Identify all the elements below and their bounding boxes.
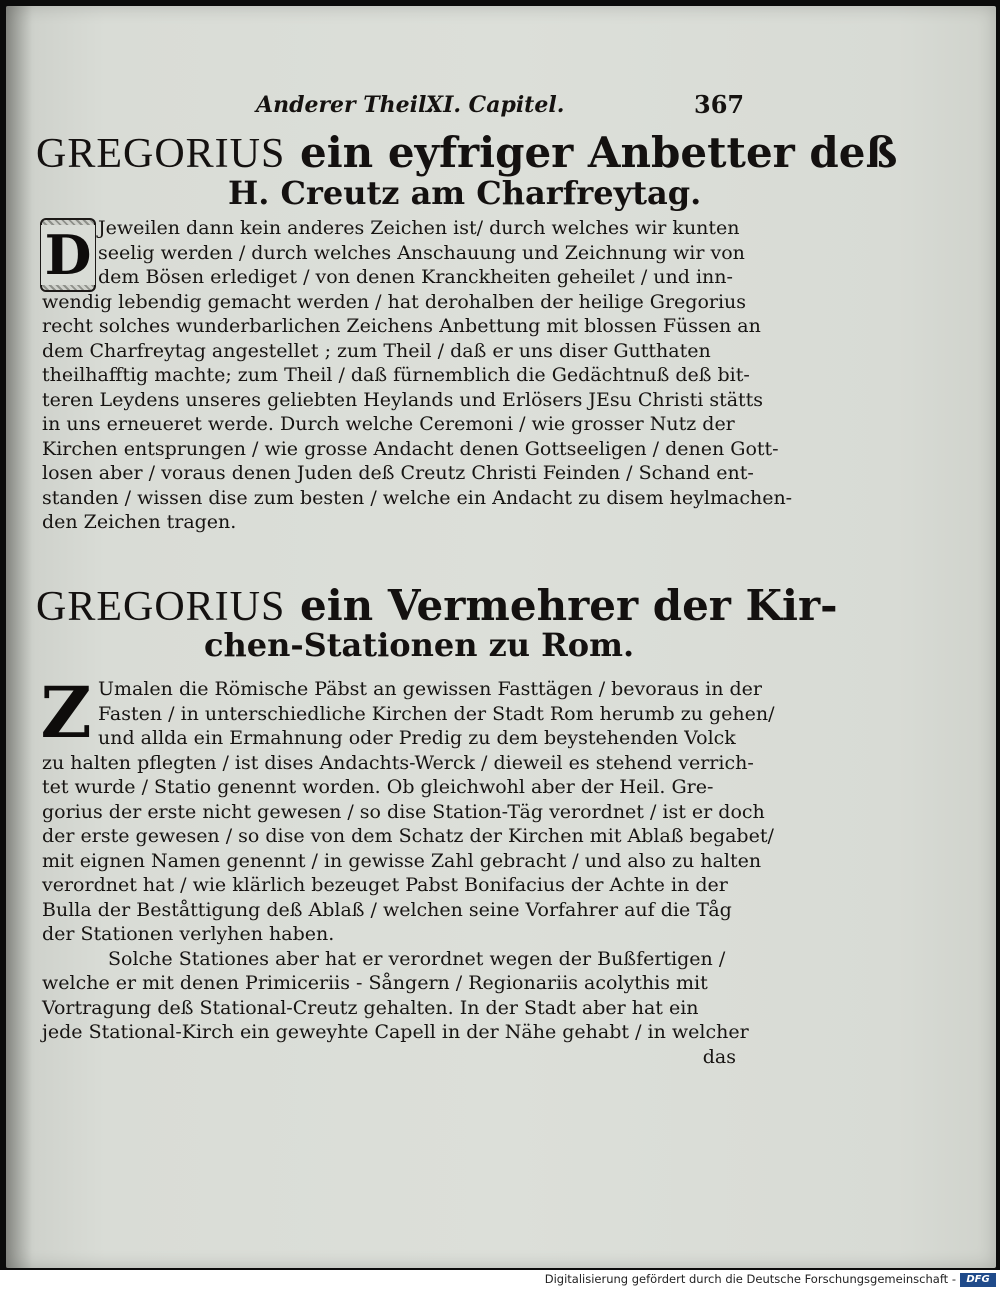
text-line: dem Bösen erlediget / von denen Kranckheiten geheilet / und inn- [98, 266, 733, 288]
drop-cap-letter: D [41, 225, 96, 285]
text-line: dem Charfreytag angestellet ; zum Theil / daß er uns diser Gutthaten [42, 339, 711, 362]
text-line: jede Stational-Kirch ein geweyhte Capell in der Nähe gehabt / in welcher [42, 1021, 749, 1043]
text-line: standen / wissen dise zum besten / welche ein Andacht zu disem heylmachen- [42, 486, 793, 509]
book-page [6, 6, 996, 1268]
section2-heading-line1 [36, 581, 838, 631]
text-line: und allda ein Ermahnung oder Predig zu dem beystehenden Volck [98, 727, 736, 749]
drop-cap-letter: Z [40, 671, 92, 754]
text-line: das [702, 1045, 736, 1068]
running-head-chapter: XI. Capitel. [426, 92, 565, 118]
running-head [6, 92, 996, 126]
text-line: Bulla der Beståttigung deß Ablaß / welchen seine Vorfahrer auf die Tåg [42, 898, 732, 921]
section1-heading-line2: H. Creutz am Charfreytag. [228, 174, 702, 212]
text-line: Solche Stationes aber hat er verordnet wegen der Bußfertigen / [108, 947, 726, 970]
text-line: der Stationen verlyhen haben. [42, 923, 335, 945]
text-line: Kirchen entsprungen / wie grosse Andacht denen Gottseeligen / denen Gott- [42, 437, 779, 460]
text-line: teren Leydens unseres geliebten Heylands und Erlösers JEsu Christi stätts [42, 388, 764, 411]
text-line: tet wurde / Statio genennt worden. Ob gleichwohl aber der Heil. Gre- [42, 776, 714, 798]
heading-name: GREGORIUS [36, 584, 286, 630]
text-line: gorius der erste nicht gewesen / so dise Station-Täg verordnet / ist er doch [42, 800, 765, 823]
text-line: recht solches wunderbarlichen Zeichens Anbettung mit blossen Füssen an [42, 315, 761, 337]
text-line: wendig lebendig gemacht werden / hat derohalben der heilige Gregorius [42, 290, 747, 313]
text-line: seelig werden / durch welches Anschauung und Zeichnung wir von [98, 241, 745, 264]
text-line: welche er mit denen Primiceriis - Sångern / Regionariis acolythis mit [42, 972, 708, 994]
text-line: theilhafftig machte; zum Theil / daß fürnemblich die Gedächtnuß deß bit- [42, 364, 750, 386]
dfg-logo: DFG [960, 1273, 996, 1287]
text-line: zu halten pflegten / ist dises Andachts-Werck / dieweil es stehend verrich- [42, 751, 754, 774]
section2-heading-line2: chen-Stationen zu Rom. [204, 626, 635, 664]
section2-body [42, 677, 775, 1069]
text-line: Jeweilen dann kein anderes Zeichen ist/ durch welches wir kunten [98, 217, 740, 239]
text-line: der erste gewesen / so dise von dem Schatz der Kirchen mit Ablaß begabet/ [42, 825, 774, 847]
section1-heading-line1 [36, 128, 897, 178]
text-line: den Zeichen tragen. [42, 511, 237, 533]
text-line: Fasten / in unterschiedliche Kirchen der Stadt Rom herumb zu gehen/ [98, 702, 775, 725]
heading-rest: ein Vermehrer der Kir- [299, 581, 838, 630]
digitization-footer [0, 1270, 1000, 1291]
footer-credit: Digitalisierung gefördert durch die Deutsche Forschungsgemeinschaft - [544, 1272, 956, 1286]
text-line: Umalen die Römische Päbst an gewissen Fasttägen / bevoraus in der [98, 678, 762, 700]
heading-name: GREGORIUS [36, 131, 286, 177]
page-number: 367 [694, 90, 745, 119]
text-line: Vortragung deß Stational-Creutz gehalten. In der Stadt aber hat ein [42, 996, 699, 1019]
text-line: mit eignen Namen genennt / in gewisse Zahl gebracht / und also zu halten [42, 849, 762, 872]
running-head-part: Anderer Theil. [256, 92, 435, 118]
text-line: verordnet hat / wie klärlich bezeuget Pabst Bonifacius der Achte in der [42, 874, 728, 896]
text-line: in uns erneueret werde. Durch welche Ceremoni / wie grosser Nutz der [42, 413, 735, 435]
section1-body [42, 216, 792, 535]
heading-rest: ein eyfriger Anbetter deß [299, 128, 898, 177]
text-line: losen aber / voraus denen Juden deß Creutz Christi Feinden / Schand ent- [42, 462, 754, 484]
